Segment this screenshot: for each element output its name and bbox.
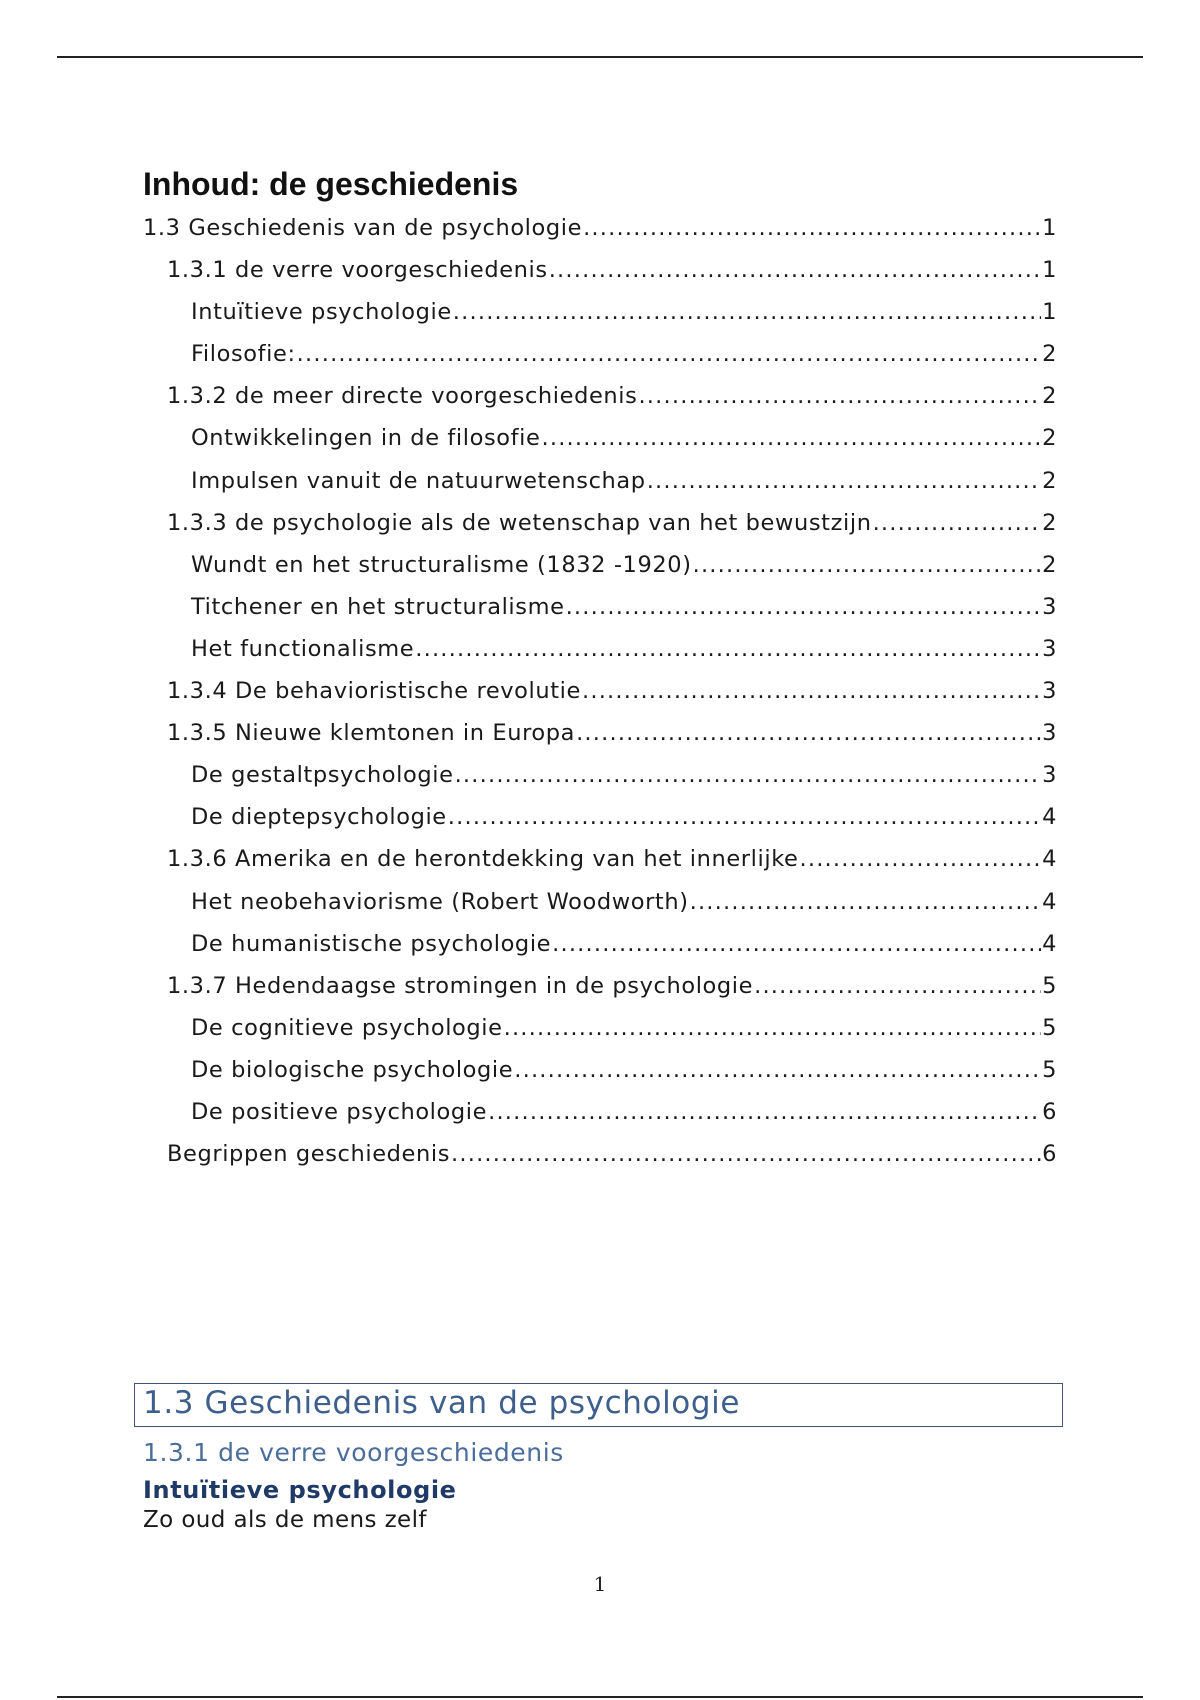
toc-entry-label: De positieve psychologie <box>191 1098 488 1125</box>
toc-entry-label: Het neobehaviorisme (Robert Woodworth) <box>191 888 689 915</box>
toc-entry-page: 6 <box>1042 1141 1057 1168</box>
toc-dot-leader <box>873 510 1042 536</box>
toc-entry-page: 3 <box>1042 762 1057 789</box>
section-heading-1: 1.3 Geschiedenis van de psychologie <box>143 1385 741 1421</box>
toc-entry[interactable] <box>143 762 1057 804</box>
toc-entry-page: 1 <box>1042 257 1057 284</box>
toc-entry[interactable] <box>143 1057 1057 1099</box>
toc-entry-label: Titchener en het structuralisme <box>191 593 565 620</box>
toc-entry[interactable] <box>143 804 1057 846</box>
toc-entry-label: 1.3.7 Hedendaagse stromingen in de psychologie <box>167 972 754 999</box>
toc-entry[interactable] <box>143 1099 1057 1141</box>
toc-entry-page: 2 <box>1042 509 1057 536</box>
toc-dot-leader <box>582 678 1041 704</box>
toc-dot-leader <box>754 973 1041 999</box>
section-heading-2: 1.3.1 de verre voorgeschiedenis <box>143 1438 564 1467</box>
toc-title: Inhoud: de geschiedenis <box>143 166 519 202</box>
toc-entry-label: 1.3 Geschiedenis van de psychologie <box>143 215 583 241</box>
toc-entry-page: 4 <box>1042 888 1057 915</box>
toc-entry-label: De cognitieve psychologie <box>191 1014 503 1041</box>
toc-entry-page: 2 <box>1042 383 1057 410</box>
toc-dot-leader <box>448 804 1041 830</box>
toc-entry-label: 1.3.1 de verre voorgeschiedenis <box>167 257 548 284</box>
toc-entry[interactable] <box>143 552 1057 594</box>
toc-entry[interactable] <box>143 720 1057 762</box>
toc-entry-label: Ontwikkelingen in de filosofie <box>191 425 541 452</box>
body-paragraph: Zo oud als de mens zelf <box>143 1507 427 1533</box>
toc-entry-page: 3 <box>1042 678 1057 705</box>
toc-entry-label: Begrippen geschiedenis <box>167 1141 451 1168</box>
toc-entry[interactable] <box>143 257 1057 299</box>
toc-entry-page: 1 <box>1042 299 1057 326</box>
toc-entry[interactable] <box>143 678 1057 720</box>
toc-entry[interactable] <box>143 594 1057 636</box>
toc-entry-page: 5 <box>1042 972 1057 999</box>
toc-entry-label: 1.3.5 Nieuwe klemtonen in Europa <box>167 720 576 747</box>
toc-entry[interactable] <box>143 468 1057 510</box>
toc-dot-leader <box>297 341 1041 367</box>
toc-entry[interactable] <box>143 510 1057 552</box>
toc-dot-leader <box>638 383 1041 409</box>
toc-entry-label: 1.3.6 Amerika en de herontdekking van het innerlijke <box>167 846 799 873</box>
toc-dot-leader <box>647 468 1041 494</box>
toc-entry-page: 2 <box>1042 425 1057 452</box>
toc-entry-label: Het functionalisme <box>191 635 415 662</box>
toc-entry-label: Intuïtieve psychologie <box>191 299 452 326</box>
toc-entry-page: 5 <box>1042 1056 1057 1083</box>
toc-entry-label: Wundt en het structuralisme (1832 -1920) <box>191 551 692 578</box>
toc-dot-leader <box>549 257 1041 283</box>
toc-dot-leader <box>504 1015 1041 1041</box>
toc-entry[interactable] <box>143 1015 1057 1057</box>
toc-entry[interactable] <box>143 973 1057 1015</box>
section-heading-3: Intuïtieve psychologie <box>143 1476 457 1504</box>
toc-entry-label: 1.3.4 De behavioristische revolutie <box>167 678 581 705</box>
toc-entry-page: 4 <box>1042 804 1057 831</box>
toc-entry-page: 1 <box>1042 215 1057 241</box>
toc-dot-leader <box>455 762 1042 788</box>
toc-entry-label: De biologische psychologie <box>191 1056 514 1083</box>
toc-entry-label: 1.3.3 de psychologie als de wetenschap van het bewustzijn <box>167 509 872 536</box>
toc-entry[interactable] <box>143 383 1057 425</box>
footer-rule <box>57 1696 1143 1698</box>
toc-entry[interactable] <box>143 425 1057 467</box>
toc-entry-page: 3 <box>1042 635 1057 662</box>
toc-entry-page: 3 <box>1042 720 1057 747</box>
toc-entry-page: 2 <box>1042 341 1057 368</box>
table-of-contents <box>143 215 1057 1183</box>
toc-dot-leader <box>514 1057 1041 1083</box>
toc-dot-leader <box>583 215 1041 241</box>
toc-entry[interactable] <box>143 889 1057 931</box>
toc-dot-leader <box>693 552 1041 578</box>
toc-dot-leader <box>552 931 1041 957</box>
toc-entry-label: Filosofie: <box>191 341 296 368</box>
page-number: 1 <box>593 1572 607 1596</box>
toc-entry-page: 6 <box>1042 1098 1057 1125</box>
toc-entry-page: 4 <box>1042 930 1057 957</box>
toc-entry-page: 5 <box>1042 1014 1057 1041</box>
toc-entry[interactable] <box>143 215 1057 257</box>
toc-entry-label: De gestaltpsychologie <box>191 762 454 789</box>
toc-entry-page: 2 <box>1042 551 1057 578</box>
toc-entry-page: 2 <box>1042 467 1057 494</box>
toc-dot-leader <box>799 846 1041 872</box>
toc-dot-leader <box>576 720 1041 746</box>
toc-entry-label: 1.3.2 de meer directe voorgeschiedenis <box>167 383 638 410</box>
toc-entry[interactable] <box>143 636 1057 678</box>
toc-dot-leader <box>451 1141 1041 1167</box>
toc-dot-leader <box>488 1099 1041 1125</box>
header-rule <box>57 56 1143 58</box>
toc-entry[interactable] <box>143 1141 1057 1183</box>
toc-entry-page: 3 <box>1042 593 1057 620</box>
toc-dot-leader <box>415 636 1041 662</box>
toc-entry-label: De humanistische psychologie <box>191 930 552 957</box>
toc-dot-leader <box>453 299 1041 325</box>
toc-dot-leader <box>566 594 1042 620</box>
toc-entry[interactable] <box>143 846 1057 888</box>
toc-entry-page: 4 <box>1042 846 1057 873</box>
toc-entry-label: De dieptepsychologie <box>191 804 447 831</box>
toc-entry[interactable] <box>143 299 1057 341</box>
toc-entry[interactable] <box>143 341 1057 383</box>
toc-dot-leader <box>541 425 1041 451</box>
toc-dot-leader <box>690 889 1041 915</box>
toc-entry-label: Impulsen vanuit de natuurwetenschap <box>191 467 646 494</box>
toc-entry[interactable] <box>143 931 1057 973</box>
